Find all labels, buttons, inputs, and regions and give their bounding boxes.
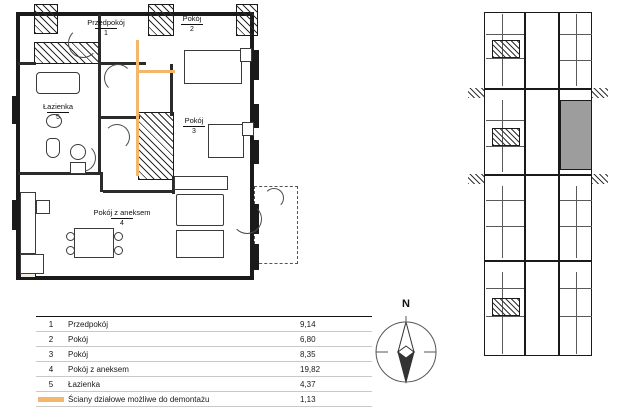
row-name: Pokój <box>68 349 89 359</box>
nightstand-room2 <box>240 48 252 62</box>
room-label-5-name: Łazienka <box>42 102 74 111</box>
table-row-removable-walls <box>36 392 372 407</box>
row-area: 8,35 <box>300 349 316 359</box>
room-schedule-legend <box>36 316 372 407</box>
window-right-3 <box>254 140 259 164</box>
table-row <box>36 377 372 392</box>
key-plan-divider-1 <box>484 88 592 90</box>
room-label-1 <box>74 18 138 38</box>
kp-side-hatch-4 <box>592 174 608 184</box>
row-area: 9,14 <box>300 319 316 329</box>
kp-part-11 <box>486 288 524 289</box>
row-name: Łazienka <box>68 379 101 389</box>
highlighted-unit <box>560 100 592 170</box>
kp-part-1 <box>486 34 524 35</box>
window-left-1 <box>12 96 17 124</box>
sofa <box>176 194 224 226</box>
washing-machine <box>70 144 86 160</box>
wall-bottom <box>16 276 254 280</box>
kp-stair-3 <box>492 298 520 316</box>
row-name: Ściany działowe możliwe do demontażu <box>68 394 210 404</box>
removable-wall-horizontal <box>139 70 175 73</box>
window-right-1 <box>254 50 259 80</box>
apartment-floor-plan <box>8 4 298 294</box>
key-plan-core-left <box>524 12 526 356</box>
building-key-plan <box>462 4 614 360</box>
room-label-2-number: 2 <box>181 24 203 34</box>
kp-part-20 <box>576 186 577 258</box>
row-area: 1,13 <box>300 394 316 404</box>
room-label-4-number: 4 <box>111 218 133 228</box>
row-number: 1 <box>48 319 54 329</box>
row-name: Pokój <box>68 334 89 344</box>
kp-part-17 <box>502 186 503 258</box>
kp-part-7 <box>486 200 524 201</box>
room-label-4 <box>80 208 164 228</box>
row-area: 4,37 <box>300 379 316 389</box>
room-schedule-table <box>36 316 372 407</box>
row-area: 6,80 <box>300 334 316 344</box>
window-left-2 <box>12 200 17 230</box>
compass-north-label: N <box>402 298 410 310</box>
structural-block-a <box>34 4 58 34</box>
room-label-5 <box>30 102 86 122</box>
row-area: 19,82 <box>300 364 321 374</box>
row-number: 4 <box>48 364 54 374</box>
room-label-1-number: 1 <box>95 28 117 38</box>
room-label-2-name: Pokój <box>182 14 202 23</box>
kitchen-appliance <box>20 254 44 274</box>
kp-part-5 <box>486 120 524 121</box>
dining-table <box>74 228 114 258</box>
partition-hall-lower <box>100 172 103 192</box>
row-number: 5 <box>48 379 54 389</box>
table-row <box>36 317 372 332</box>
dining-chair-1 <box>66 232 75 241</box>
row-name: Pokój z aneksem <box>68 364 129 374</box>
room-label-3-name: Pokój <box>184 116 204 125</box>
kitchen-counter <box>20 192 36 254</box>
kp-part-19 <box>576 14 577 86</box>
structural-block-c <box>236 4 258 36</box>
key-plan-divider-2 <box>484 174 592 176</box>
row-number: 3 <box>48 349 54 359</box>
toilet <box>46 138 60 158</box>
tv-unit <box>174 176 228 190</box>
dining-chair-2 <box>66 246 75 255</box>
room-label-2 <box>168 14 216 34</box>
partition-room3-top <box>100 116 140 119</box>
room-label-3 <box>170 116 218 136</box>
row-number: 2 <box>48 334 54 344</box>
room-label-3-number: 3 <box>183 126 205 136</box>
partition-bath-bottom <box>18 172 102 175</box>
key-plan-divider-3 <box>484 260 592 262</box>
bathtub <box>36 72 80 94</box>
compass-icon <box>370 314 442 390</box>
coffee-table <box>176 230 224 258</box>
partition-bath-top <box>18 62 36 65</box>
room-label-1-name: Przedpokój <box>87 18 125 27</box>
partition-living-top <box>103 190 175 193</box>
window-right-2 <box>254 104 259 128</box>
kp-side-hatch-2 <box>592 88 608 98</box>
table-row <box>36 347 372 362</box>
removable-wall-vertical <box>136 40 139 114</box>
kp-stair-2 <box>492 128 520 146</box>
room-label-5-number: 5 <box>47 112 69 122</box>
dining-chair-4 <box>114 246 123 255</box>
removable-wall-swatch <box>36 392 66 407</box>
row-name: Przedpokój <box>68 319 109 329</box>
kp-part-8 <box>486 226 524 227</box>
nightstand-room3 <box>242 122 254 136</box>
dining-chair-3 <box>114 232 123 241</box>
kp-part-6 <box>486 146 524 147</box>
door-terrace <box>232 204 262 234</box>
kp-side-hatch-3 <box>468 174 484 184</box>
structural-shaft <box>138 112 174 180</box>
door-room3 <box>104 124 130 150</box>
compass-rose <box>370 298 442 390</box>
kp-part-21 <box>576 272 577 354</box>
removable-wall-vertical-2 <box>136 114 139 176</box>
table-row <box>36 332 372 347</box>
kitchen-hob <box>36 200 50 214</box>
room-label-4-name: Pokój z aneksem <box>93 208 151 217</box>
bed-room2 <box>184 50 242 84</box>
door-room2 <box>104 64 132 92</box>
kp-stair-1 <box>492 40 520 58</box>
kp-part-2 <box>486 58 524 59</box>
table-row <box>36 362 372 377</box>
door-terrace-2 <box>264 188 284 208</box>
kp-side-hatch-1 <box>468 88 484 98</box>
window-right-5 <box>254 244 259 270</box>
bathroom-cabinet <box>70 162 86 174</box>
kp-part-12 <box>486 316 524 317</box>
key-plan-core-right <box>558 12 560 356</box>
